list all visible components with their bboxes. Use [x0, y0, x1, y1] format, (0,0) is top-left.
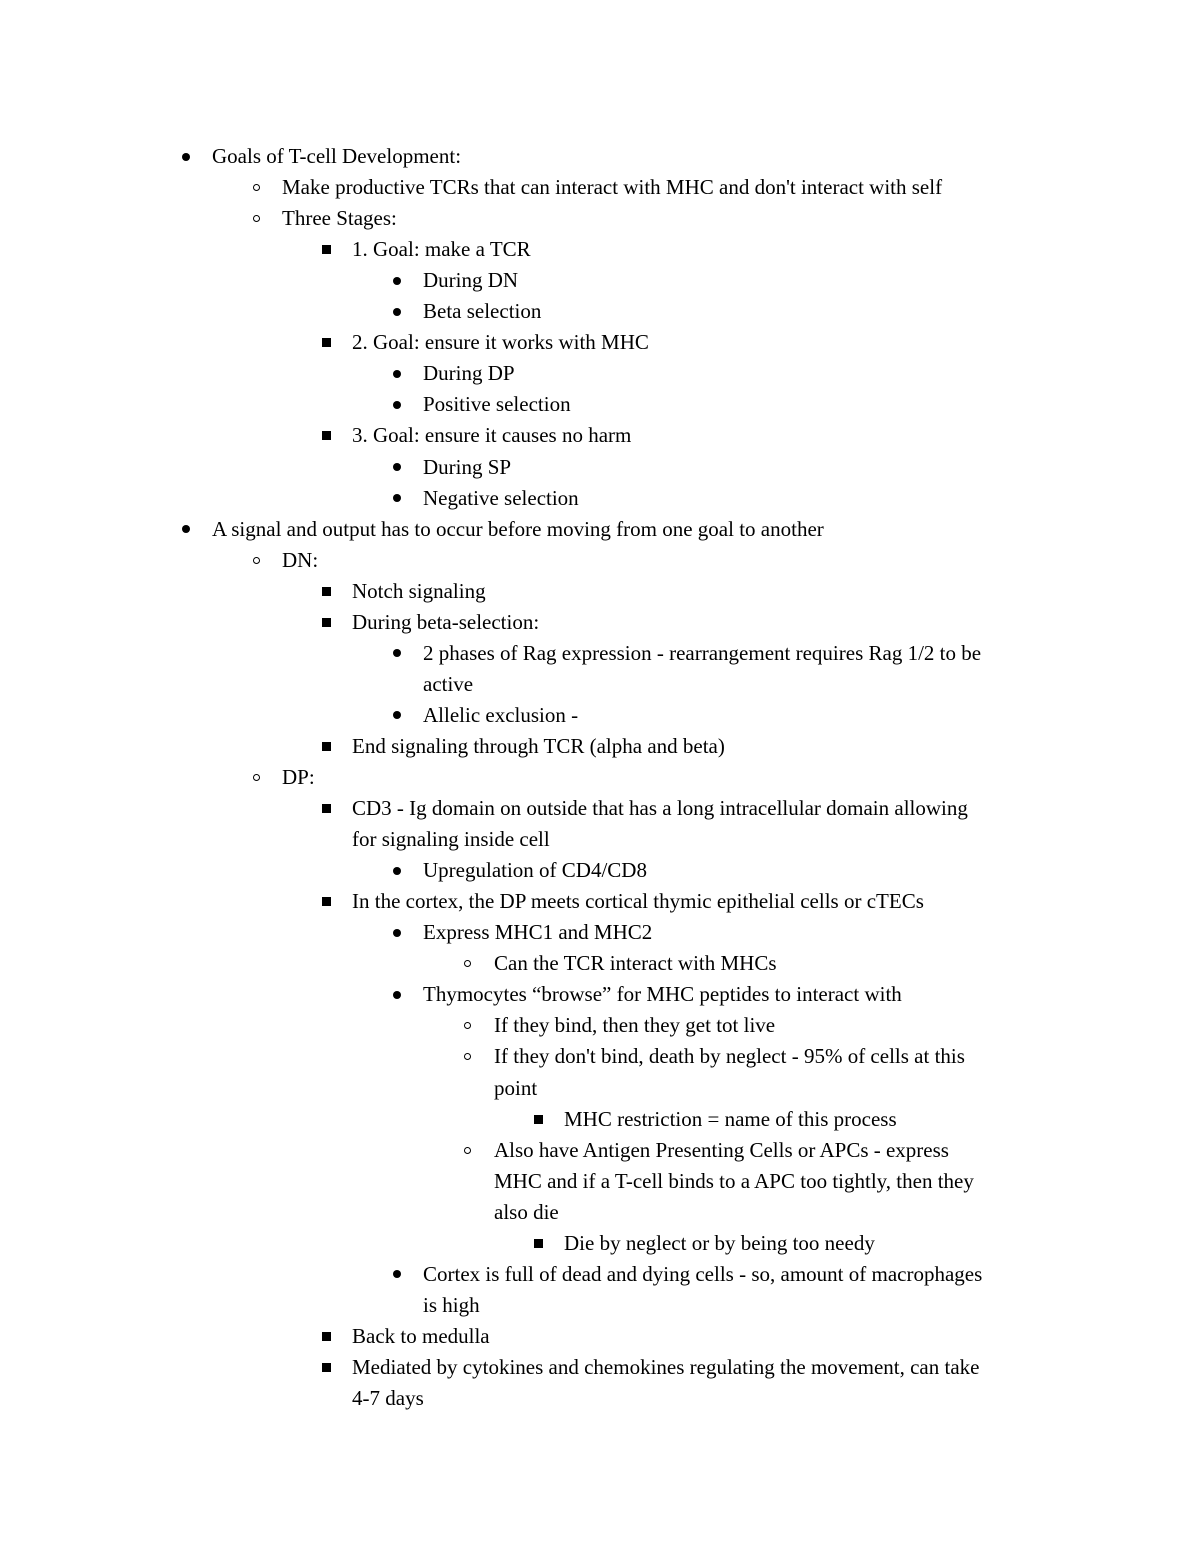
list-item [0, 141, 1200, 172]
bullet-square-icon [528, 1104, 548, 1135]
list-item-text: for signaling inside cell [352, 827, 550, 852]
list-item-text: 4-7 days [352, 1386, 424, 1410]
list-item [0, 234, 1200, 265]
bullet-circle-icon [457, 1041, 477, 1072]
bullet-square-icon [316, 607, 336, 638]
list-item-text: point [494, 1075, 538, 1100]
list-item-text: In the cortex, the DP meets cortical thymic epithelial cells or cTECs [352, 889, 924, 914]
list-item-text: Mediated by cytokines and chemokines regulating the movement, can take [352, 1354, 980, 1379]
bullet-square-icon [316, 886, 336, 917]
bullet-circle-icon [457, 1135, 477, 1166]
list-item-text: Also have Antigen Presenting Cells or APCs - express [494, 1137, 949, 1162]
list-item-text: Upregulation of CD4/CD8 [423, 858, 647, 883]
list-item [0, 1166, 1200, 1197]
list-item [0, 452, 1200, 483]
list-item-text: During DN [423, 268, 519, 293]
bullet-square-icon [316, 327, 336, 358]
list-item-text: Positive selection [423, 392, 571, 417]
bullet-disc-icon [387, 979, 407, 1010]
bullet-square-icon [316, 1352, 336, 1383]
list-item-text: Allelic exclusion - [423, 702, 579, 727]
bullet-circle-icon [457, 1010, 477, 1041]
list-item-text: End signaling through TCR (alpha and beta) [352, 733, 725, 758]
list-item-text: is high [423, 1292, 480, 1317]
bullet-disc-icon [387, 700, 407, 731]
list-item-text: CD3 - Ig domain on outside that has a long intracellular domain allowing [352, 796, 968, 821]
bullet-disc-icon [176, 141, 196, 172]
list-item [0, 793, 1200, 824]
list-item-text: Cortex is full of dead and dying cells - so, amount of macrophages [423, 1261, 983, 1286]
list-item [0, 1383, 1200, 1414]
bullet-square-icon [316, 234, 336, 265]
list-item-text: Express MHC1 and MHC2 [423, 920, 653, 945]
bullet-circle-icon [246, 172, 266, 203]
bullet-square-icon [316, 576, 336, 607]
list-item-text: 1. Goal: make a TCR [352, 237, 531, 262]
list-item [0, 576, 1200, 607]
list-item-text: Die by neglect or by being too needy [564, 1230, 875, 1255]
list-item-text: Thymocytes “browse” for MHC peptides to interact with [423, 982, 902, 1007]
list-item [0, 669, 1200, 700]
list-item [0, 948, 1200, 979]
bullet-circle-icon [246, 762, 266, 793]
bullet-disc-icon [387, 452, 407, 483]
list-item [0, 979, 1200, 1010]
list-item [0, 1228, 1200, 1259]
list-item-text: DP: [282, 765, 315, 789]
bullet-square-icon [316, 420, 336, 451]
list-item-text: MHC and if a T-cell binds to a APC too tightly, then they [494, 1168, 974, 1193]
bullet-circle-icon [457, 948, 477, 979]
bullet-disc-icon [387, 855, 407, 886]
list-item [0, 389, 1200, 420]
list-item-text: MHC restriction = name of this process [564, 1106, 897, 1131]
list-item-text: Can the TCR interact with MHCs [494, 951, 777, 976]
bullet-disc-icon [387, 358, 407, 389]
list-item [0, 1197, 1200, 1228]
list-item-text: Beta selection [423, 299, 542, 324]
list-item-text: Three Stages: [282, 206, 397, 231]
bullet-disc-icon [387, 389, 407, 420]
bullet-square-icon [316, 793, 336, 824]
list-item-text: If they don't bind, death by neglect - 95% of cells at this [494, 1044, 965, 1069]
list-item-text: During beta-selection: [352, 609, 540, 634]
list-item [0, 917, 1200, 948]
list-item [0, 1259, 1200, 1290]
list-item [0, 700, 1200, 731]
list-item-text: If they bind, then they get tot live [494, 1013, 776, 1038]
list-item [0, 824, 1200, 855]
list-item [0, 1321, 1200, 1352]
list-item-text: Negative selection [423, 485, 579, 510]
list-item [0, 483, 1200, 514]
list-item [0, 1041, 1200, 1072]
list-item [0, 1010, 1200, 1041]
list-item-text: 2. Goal: ensure it works with MHC [352, 330, 649, 355]
bullet-square-icon [316, 731, 336, 762]
list-item-text: 3. Goal: ensure it causes no harm [352, 423, 632, 448]
list-item [0, 762, 1200, 793]
list-item-text: A signal and output has to occur before moving from one goal to another [212, 516, 824, 541]
bullet-disc-icon [176, 514, 196, 545]
list-item-text: Notch signaling [352, 578, 486, 603]
bullet-disc-icon [387, 638, 407, 669]
list-item [0, 1073, 1200, 1104]
list-item [0, 855, 1200, 886]
list-item [0, 731, 1200, 762]
list-item [0, 327, 1200, 358]
bullet-disc-icon [387, 917, 407, 948]
list-item [0, 265, 1200, 296]
bullet-circle-icon [246, 545, 266, 576]
bullet-disc-icon [387, 265, 407, 296]
list-item-text: also die [494, 1199, 559, 1224]
list-item-text: 2 phases of Rag expression - rearrangement requires Rag 1/2 to be [423, 640, 982, 665]
list-item [0, 1290, 1200, 1321]
list-item-text: Back to medulla [352, 1323, 490, 1348]
bullet-square-icon [316, 1321, 336, 1352]
list-item-text: Make productive TCRs that can interact with MHC and don't interact with self [282, 175, 943, 200]
bullet-circle-icon [246, 203, 266, 234]
bullet-square-icon [528, 1228, 548, 1259]
bullet-disc-icon [387, 1259, 407, 1290]
list-item [0, 1135, 1200, 1166]
list-item [0, 420, 1200, 451]
bullet-disc-icon [387, 483, 407, 514]
list-item-text: During SP [423, 454, 512, 479]
list-item-text: Goals of T-cell Development: [212, 144, 462, 168]
list-item [0, 296, 1200, 327]
list-item-text: active [423, 671, 474, 696]
list-item [0, 1104, 1200, 1135]
list-item [0, 638, 1200, 669]
list-item [0, 172, 1200, 203]
list-item-text: DN: [282, 547, 319, 572]
bullet-disc-icon [387, 296, 407, 327]
list-item [0, 1352, 1200, 1383]
list-item [0, 545, 1200, 576]
list-item-text: During DP [423, 361, 515, 386]
list-item [0, 607, 1200, 638]
list-item [0, 886, 1200, 917]
list-item [0, 514, 1200, 545]
list-item [0, 203, 1200, 234]
list-item [0, 358, 1200, 389]
